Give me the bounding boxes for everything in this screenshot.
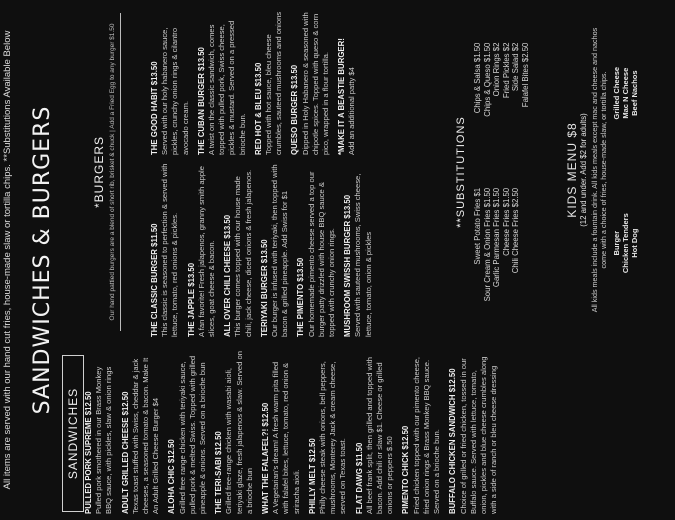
menu-item-description: Grilled free-range chicken with wasabi aioli, teriyaki glaze, fresh jalapenos & slaw. Served on a brioche bun <box>224 351 254 514</box>
substitution-item: Chili Cheese Fries $2.50 <box>511 187 520 274</box>
menu-item-name: PIMENTO CHICK $12.50 <box>401 425 411 514</box>
menu-item <box>296 162 337 337</box>
substitutions-heading: **SUBSTITUTIONS <box>455 116 467 228</box>
menu-item-description: A Vegetarian's dream! A fresh warm pita filled with falafel bites, lettuce, tomato, red onion & sriracha aioli. <box>271 361 301 514</box>
substitutions-col-b <box>473 43 530 117</box>
sandwiches-list <box>84 349 505 514</box>
kids-option: Chicken Tenders <box>621 213 630 274</box>
menu-item-description: Texas toast stuffed with Swiss, cheddar & jack cheeses, a seasoned tomato & bacon. Make It An Adult Grilled Cheese Burger $4 <box>130 357 161 514</box>
menu-item <box>214 349 255 514</box>
substitution-item: Sweet Potato Fries $1 <box>473 187 482 265</box>
kids-option: Grilled Cheese <box>612 66 621 120</box>
divider <box>120 13 121 331</box>
menu-item-name: THE CUBAN BURGER $13.50 <box>196 47 206 155</box>
kids-option: Hot Dog <box>630 228 639 258</box>
substitutions-col-a <box>473 188 530 302</box>
kids-options-column <box>612 213 639 273</box>
page-title: SANDWICHES & BURGERS <box>30 105 55 415</box>
menu-item <box>337 5 357 155</box>
menu-item-description: All beef frank split, then grilled and topped with bacon. Add chili or slaw $1. Cheese or grilled onions or peppers $.50 <box>364 356 395 514</box>
menu-item-name: RED HOT & BLEU $13.50 <box>253 62 263 155</box>
menu-item <box>84 349 115 514</box>
burgers-heading: *BURGERS <box>92 136 106 209</box>
substitution-item: Onion Rings $2 <box>492 42 501 97</box>
menu-item <box>150 5 191 155</box>
burgers-list-b <box>150 5 364 155</box>
menu-item-name: WHAT THE FALAFEL?! $12.50 <box>261 402 271 514</box>
substitution-item: Fried Pickles $2 <box>501 42 511 99</box>
substitution-item: Cheese Fries $1.50 <box>501 187 511 256</box>
kids-heading: KIDS MENU $8 <box>565 122 579 218</box>
menu-item-name: THE PIMENTO $13.50 <box>296 257 306 337</box>
kids-description: All kids meals include a fountain drink. All kids meals except mac and cheese and nachos come with a choice of fries, house-made slaw, or tortilla chips. <box>590 27 608 313</box>
menu-item-description: Fried chicken topped with our pimento cheese, fried onion rings & Brass Monkey BBQ sauce. Served on a brioche bun. <box>411 356 442 514</box>
burgers-header <box>92 7 121 337</box>
kids-option: Mac N Cheese <box>621 67 630 119</box>
menu-item-description: Our homemade pimento cheese served a top our burger patty drizzled with house BBQ sauce & topped with crunchy onion rings. <box>306 171 337 337</box>
menu-item-name: ALOHA CHIC $12.50 <box>167 439 177 514</box>
menu-item-name: *MAKE IT A BEASTIE BURGER! <box>337 38 347 155</box>
menu-item-name: TERIYAKI BURGER $13.50 <box>259 239 269 337</box>
menu-item-name: ALL OVER CHILI CHEESE $13.50 <box>223 214 233 337</box>
kids-subheading: (12 and under. Add $2 for adults) <box>579 113 588 227</box>
menu-item-description: Served with sauteed mushrooms, Swiss cheese, lettuce, tomato, onion & pickles <box>353 173 373 337</box>
top-note: All items are served with our hand cut fries, house-made slaw or tortilla chips. **Substitutions Available Below <box>2 30 13 490</box>
menu-item-description: Grilled free range chicken with teriyaki sauce, pulled pork & melted Swiss. Topped with grilled pineapple & onions. Served on a brioche bun <box>177 355 208 514</box>
menu-item-description: This burger comes topped with our house made chili, jack cheese, diced onions & fresh jalapenos. <box>233 169 253 337</box>
menu-item <box>254 5 285 155</box>
menu-item-description: This classic is seasoned to perfection & served with lettuce, tomato, red onions & pickles. <box>160 163 180 337</box>
menu-item-name: THE JAPPLE $13.50 <box>186 262 196 337</box>
menu-item-description: Add an additional patty $4 <box>347 67 357 155</box>
menu-item <box>167 349 208 514</box>
menu-item <box>261 349 302 514</box>
kids-option: Burger <box>612 230 621 256</box>
menu-item <box>290 5 331 155</box>
menu-item-name: BUFFALO CHICKEN SANDWICH $12.50 <box>448 368 458 514</box>
substitution-item: Sour Cream & Onion Fries $1.50 <box>482 187 492 302</box>
menu-item-description: Our burger is infused with teriyaki, then topped with bacon & grilled pineapple. Add Swiss for $1 <box>270 164 290 337</box>
menu-item-description: Served with our holy habanero sauce, pickles, crunchy onion rings & cilantro avocado cream. <box>160 27 190 155</box>
substitution-item: Garlic Parmesan Fries $1.50 <box>492 187 501 288</box>
menu-item <box>223 162 254 337</box>
burgers-subheading: Our hand pattied burgers are a blend of short rib, brisket & chuck | Add a Fried Egg to any burger $1.50 <box>109 23 116 321</box>
menu-item <box>121 349 162 514</box>
menu-item <box>187 162 218 337</box>
menu-item-name: PHILLY MELT $12.50 <box>307 438 317 514</box>
menu-item-name: THE TERI-SABI $12.50 <box>214 431 224 514</box>
menu-item <box>197 5 248 155</box>
menu-item-name: MUSHROOM SWISSH BURGER $13.50 <box>343 194 353 337</box>
menu-item-name: ADULT GRILLED CHEESE $12.50 <box>120 391 130 514</box>
kids-option: Beef Nachos <box>630 70 639 116</box>
kids-menu-section <box>565 20 639 320</box>
menu-item <box>448 349 499 514</box>
menu-item-description: A fan favorite! Fresh jalapenos, granny smith apple slices, goat cheese & bacon. <box>196 166 217 337</box>
menu-item-description: Topped with hot sauce, bleu cheese crumbles, sauteed mushrooms and onions <box>264 11 284 155</box>
substitution-item: Chips & Salsa $1.50 <box>473 42 482 114</box>
menu-item-description: Choice of grilled or fried chicken, tossed in our Buffalo sauce. Served with lettuce, tomato, onion, pickles and blue cheese crumbles along with a side of ranch or bleu cheese dressing <box>458 356 499 514</box>
kids-options-column <box>612 67 639 120</box>
menu-item-description: Dipped in Holy Habanero & seasoned with chipotle spices. Topped with queso & corn pico, wrapped in a flour tortilla. <box>300 12 331 155</box>
substitution-item: Side Salad $2 <box>511 42 520 92</box>
menu-item <box>355 349 396 514</box>
substitution-item: Chips & Queso $1.50 <box>482 42 492 117</box>
substitutions-section <box>455 7 530 337</box>
menu-item-name: FLAT DAWG $11.50 <box>354 442 364 514</box>
menu-item-name: THE CLASSIC BURGER $11.50 <box>150 223 159 337</box>
sandwiches-heading: SANDWICHES <box>62 355 84 512</box>
menu-item-name: THE GOOD HABIT $13.50 <box>150 61 159 155</box>
menu-item <box>150 162 181 337</box>
menu-item-description: Philly cheese steak with onions, bell peppers, mushrooms, Monterey Jack & cream cheese, served on Texas toast. <box>318 361 348 514</box>
menu-item-name: QUESO BURGER $13.50 <box>290 64 300 155</box>
kids-options <box>612 20 639 320</box>
menu-item-description: Pulled pork smothered in our Brass Monkey BBQ sauce, with pickles, slaw & onion rings <box>94 366 114 514</box>
substitution-item: Falafel Bites $2.50 <box>520 42 530 108</box>
menu-item-name: PULLED PORK SUPREME $12.50 <box>84 391 93 514</box>
menu-item <box>343 162 374 337</box>
menu-item <box>308 349 349 514</box>
menu-item <box>260 162 291 337</box>
menu-item <box>401 349 442 514</box>
menu-item-description: A twist on the classic sandwich, comes topped with pulled pork, Swiss cheese, pickles & mustard. Served on a pressed brioche bun. <box>207 20 247 155</box>
burgers-list-a <box>150 162 380 337</box>
